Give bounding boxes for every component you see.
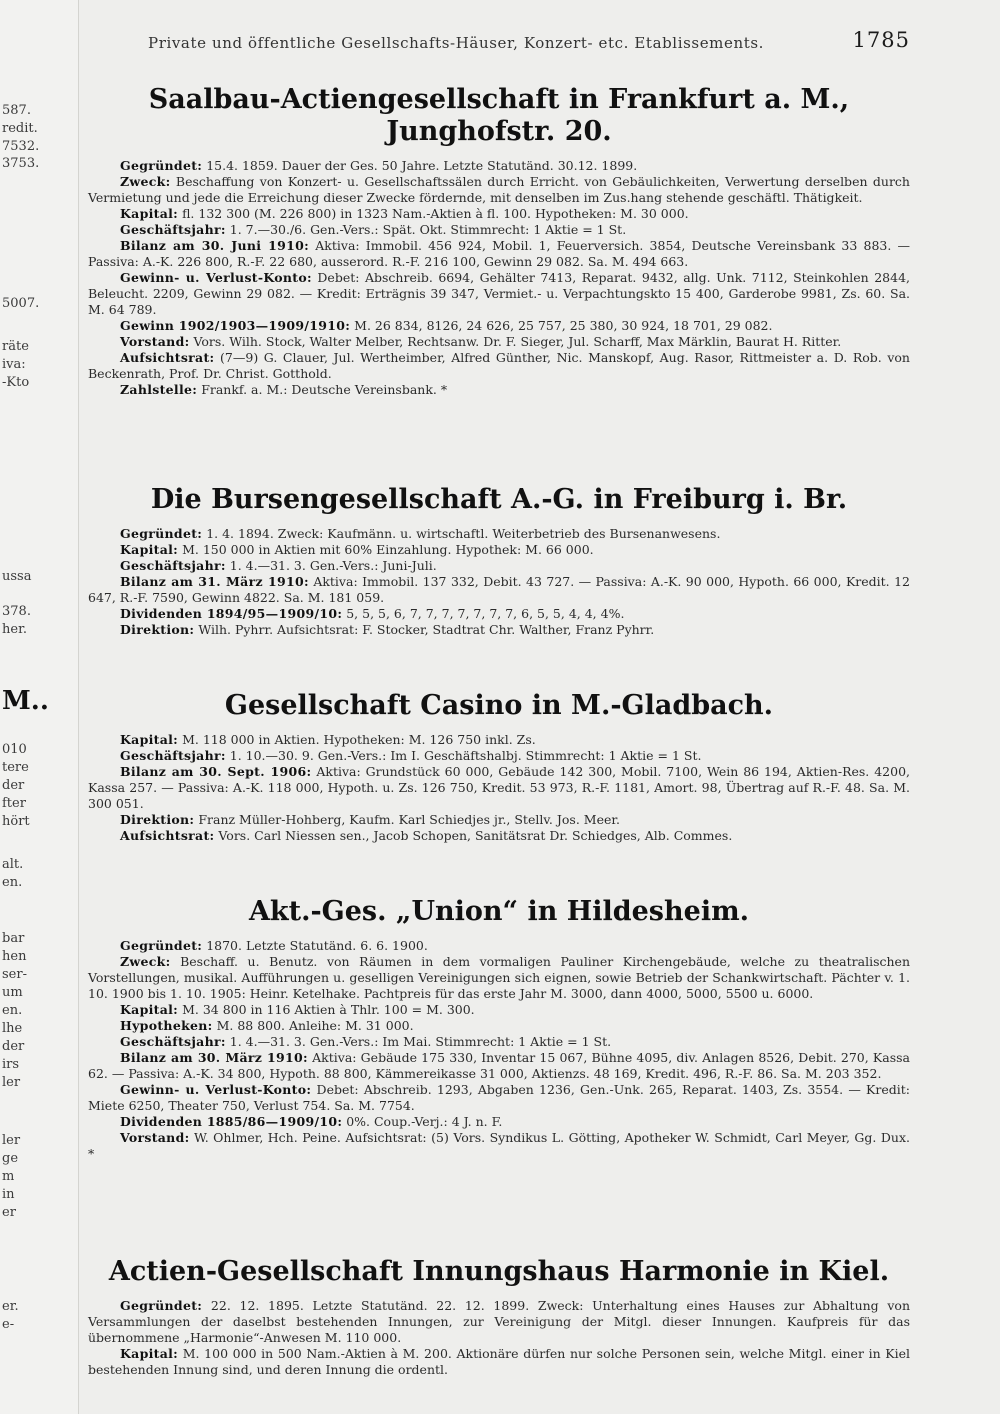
entry-paragraph — [88, 318, 910, 334]
entry-field-key: Hypotheken: — [120, 1018, 213, 1033]
entry-field-text: 0%. Coup.-Verj.: 4 J. n. F. — [346, 1114, 503, 1129]
entry-paragraph — [88, 574, 910, 606]
page-number: 1785 — [852, 28, 910, 52]
entry-paragraph — [88, 622, 910, 638]
margin-fragment: räte — [2, 339, 29, 354]
entry-field-key: Direktion: — [120, 812, 195, 827]
entry-field-key: Bilanz am 31. März 1910: — [120, 574, 309, 589]
company-entry-bursengesellschaft-freiburg — [88, 484, 910, 638]
entry-field-key: Aufsichtsrat: — [120, 828, 215, 843]
entry-paragraph — [88, 222, 910, 238]
margin-fragment: ler — [2, 1075, 21, 1090]
entry-field-text: 15.4. 1859. Dauer der Ges. 50 Jahre. Letzte Statutänd. 30.12. 1899. — [206, 158, 638, 173]
entry-field-key: Aufsichtsrat: — [120, 350, 215, 365]
entry-field-key: Direktion: — [120, 622, 195, 637]
entry-title: Saalbau-Actiengesellschaft in Frankfurt a. M., Junghofstr. 20. — [148, 84, 850, 147]
company-entry-saalbau-frankfurt — [88, 84, 910, 398]
entry-field-key: Kapital: — [120, 732, 179, 747]
margin-fragment: 378. — [2, 604, 31, 619]
entry-paragraph — [88, 764, 910, 812]
margin-fragment: alt. — [2, 857, 24, 872]
entry-paragraph — [88, 158, 910, 174]
margin-fragment: ge — [2, 1151, 19, 1166]
entry-title: Actien-Gesellschaft Innungshaus Harmonie in Kiel. — [108, 1256, 890, 1287]
entry-field-key: Gewinn 1902/1903—1909/1910: — [120, 318, 351, 333]
margin-fragment: iva: — [2, 357, 26, 372]
margin-fragment: irs — [2, 1057, 20, 1072]
margin-fragment: e- — [2, 1317, 15, 1332]
margin-fragment: ler — [2, 1133, 21, 1148]
entry-field-key: Zweck: — [120, 954, 171, 969]
entry-field-key: Geschäftsjahr: — [120, 222, 226, 237]
entry-field-key: Gegründet: — [120, 1298, 203, 1313]
margin-fragment: 587. — [2, 103, 31, 118]
margin-fragment: er. — [2, 1299, 19, 1314]
entry-field-text: M. 88 800. Anleihe: M. 31 000. — [216, 1018, 414, 1033]
margin-fragment: in — [2, 1187, 15, 1202]
margin-fragment: hört — [2, 814, 30, 829]
entry-field-text: 5, 5, 5, 6, 7, 7, 7, 7, 7, 7, 7, 6, 5, 5, 4, 4, 4%. — [346, 606, 625, 621]
entry-field-key: Kapital: — [120, 1002, 179, 1017]
margin-fragment: bar — [2, 931, 25, 946]
entry-paragraph — [88, 1018, 910, 1034]
entry-paragraph — [88, 1082, 910, 1114]
entry-field-key: Gewinn- u. Verlust-Konto: — [120, 270, 312, 285]
margin-fragment: 3753. — [2, 156, 40, 171]
entry-field-text: Debet: Abschreib. 6694, Gehälter 7413, Reparat. 9432, allg. Unk. 7112, Steinkohlen 2844, Beleucht. 2209, Gewinn 29 082. — Kredit: Erträgnis 39 347, Vermiet.- u. Verpachtungskto 15 400, Garderobe 9981, Zs. 60. Sa. M. 64 789. — [88, 270, 910, 317]
entry-field-text: W. Ohlmer, Hch. Peine. Aufsichtsrat: (5) Vors. Syndikus L. Götting, Apotheker W. Schmidt, Carl Meyer, Gg. Dux. * — [88, 1130, 910, 1161]
margin-fragment: tere — [2, 760, 29, 775]
entry-field-text: Franz Müller-Hohberg, Kaufm. Karl Schiedjes jr., Stellv. Jos. Meer. — [198, 812, 620, 827]
entry-field-text: (7—9) G. Clauer, Jul. Wertheimber, Alfred Günther, Nic. Manskopf, Aug. Rasor, Rittmeister a. D. Rob. von Beckenrath, Prof. Dr. Christ. Gotthold. — [88, 350, 910, 381]
entry-field-text: Aktiva: Immobil. 456 924, Mobil. 1, Feuerversich. 3854, Deutsche Vereinsbank 33 883. — Passiva: A.-K. 226 800, R.-F. 22 680, ausserord. R.-F. 216 100, Gewinn 29 082. Sa. M. 494 663. — [88, 238, 910, 269]
margin-fragment: um — [2, 985, 23, 1000]
entry-field-text: 1. 4. 1894. Zweck: Kaufmänn. u. wirtschaftl. Weiterbetrieb des Bursenanwesens. — [206, 526, 721, 541]
entry-field-key: Zahlstelle: — [120, 382, 198, 397]
entry-paragraph — [88, 1034, 910, 1050]
entry-field-text: 1. 4.—31. 3. Gen.-Vers.: Juni-Juli. — [229, 558, 437, 573]
entry-paragraph — [88, 1002, 910, 1018]
entry-field-text: M. 118 000 in Aktien. Hypotheken: M. 126 750 inkl. Zs. — [182, 732, 536, 747]
page-content — [88, 0, 910, 1414]
entry-field-text: 1. 10.—30. 9. Gen.-Vers.: Im I. Geschäftshalbj. Stimmrecht: 1 Aktie = 1 St. — [229, 748, 702, 763]
entry-field-text: 1870. Letzte Statutänd. 6. 6. 1900. — [206, 938, 428, 953]
margin-fragment: fter — [2, 796, 26, 811]
entry-paragraph — [88, 938, 910, 954]
entry-field-key: Geschäftsjahr: — [120, 748, 226, 763]
company-entry-harmonie-kiel — [88, 1256, 910, 1378]
entry-paragraph — [88, 350, 910, 382]
entry-field-text: 1. 7.—30./6. Gen.-Vers.: Spät. Okt. Stimmrecht: 1 Aktie = 1 St. — [229, 222, 627, 237]
entry-field-key: Zweck: — [120, 174, 171, 189]
entry-field-text: M. 100 000 in 500 Nam.-Aktien à M. 200. Aktionäre dürfen nur solche Personen sein, welche Mitgl. einer in Kiel bestehenden Innung sind, und deren Innung die ordentl. — [88, 1346, 910, 1377]
entry-paragraph — [88, 1050, 910, 1082]
entry-paragraph — [88, 732, 910, 748]
entry-field-key: Dividenden 1885/86—1909/10: — [120, 1114, 343, 1129]
entry-field-text: Vors. Carl Niessen sen., Jacob Schopen, Sanitätsrat Dr. Schiedges, Alb. Commes. — [218, 828, 733, 843]
entry-paragraph — [88, 238, 910, 270]
entry-field-text: Frankf. a. M.: Deutsche Vereinsbank. * — [201, 382, 448, 397]
margin-fragment: en. — [2, 1003, 23, 1018]
company-entry-casino-gladbach — [88, 690, 910, 844]
entry-field-key: Kapital: — [120, 1346, 179, 1361]
entry-field-key: Gegründet: — [120, 158, 203, 173]
entry-field-text: Wilh. Pyhrr. Aufsichtsrat: F. Stocker, Stadtrat Chr. Walther, Franz Pyhrr. — [198, 622, 655, 637]
entry-field-text: Aktiva: Immobil. 137 332, Debit. 43 727. — Passiva: A.-K. 90 000, Hypoth. 66 000, Kredit. 12 647, R.-F. 7590, Gewinn 4822. Sa. M. 181 059. — [88, 574, 910, 605]
entry-field-text: Beschaff. u. Benutz. von Räumen in dem vormaligen Pauliner Kirchengebäude, welche zu theatralischen Vorstellungen, musikal. Aufführungen u. geselligen Vereinigungen sich eignen, sowie Betrieb der Schankwirtschaft. Pächter v. 1. 10. 1900 bis 1. 10. 1905: Heinr. Ketelhake. Pachtpreis für das erste Jahr M. 3000, dann 4000, 5000, 5500 u. 6000. — [88, 954, 910, 1001]
entry-paragraph — [88, 382, 910, 398]
entry-field-text: Beschaffung von Konzert- u. Gesellschaftssälen durch Erricht. von Gebäulichkeiten, Verwertung derselben durch Vermietung und jede die Erreichung dieser Zwecke fördernde, mit denselben im Zus.hang stehende geschäftl. Thätigkeit. — [88, 174, 910, 205]
entry-field-key: Gegründet: — [120, 938, 203, 953]
margin-fragment: ussa — [2, 569, 32, 584]
margin-fragment: hen — [2, 949, 27, 964]
entry-field-text: fl. 132 300 (M. 226 800) in 1323 Nam.-Aktien à fl. 100. Hypotheken: M. 30 000. — [182, 206, 689, 221]
margin-fragment: 5007. — [2, 296, 40, 311]
margin-fragment: lhe — [2, 1021, 23, 1036]
entry-paragraph — [88, 1114, 910, 1130]
margin-fragment: M.. — [2, 686, 49, 716]
margin-fragment: der — [2, 1039, 25, 1054]
entry-field-key: Gegründet: — [120, 526, 203, 541]
entry-paragraph — [88, 1130, 910, 1162]
margin-fragment: redit. — [2, 121, 38, 136]
entry-field-key: Vorstand: — [120, 1130, 190, 1145]
entry-title: Gesellschaft Casino in M.-Gladbach. — [224, 690, 774, 721]
entry-paragraph — [88, 828, 910, 844]
margin-fragment: der — [2, 778, 25, 793]
entry-paragraph — [88, 1346, 910, 1378]
entry-field-text: Debet: Abschreib. 1293, Abgaben 1236, Gen.-Unk. 265, Reparat. 1403, Zs. 3554. — Kredit: Miete 6250, Theater 750, Verlust 754. Sa. M. 7754. — [88, 1082, 910, 1113]
entry-field-key: Dividenden 1894/95—1909/10: — [120, 606, 343, 621]
entry-title: Akt.-Ges. „Union“ in Hildesheim. — [248, 896, 750, 927]
margin-fragment: -Kto — [2, 375, 30, 390]
entry-paragraph — [88, 1298, 910, 1346]
entry-title: Die Bursengesellschaft A.-G. in Freiburg i. Br. — [150, 484, 848, 515]
margin-fragment: her. — [2, 622, 27, 637]
entry-field-key: Geschäftsjahr: — [120, 558, 226, 573]
entry-field-text: M. 26 834, 8126, 24 626, 25 757, 25 380, 30 924, 18 701, 29 082. — [354, 318, 773, 333]
entry-field-key: Gewinn- u. Verlust-Konto: — [120, 1082, 312, 1097]
entry-field-key: Geschäftsjahr: — [120, 1034, 226, 1049]
entry-field-text: M. 34 800 in 116 Aktien à Thlr. 100 = M. 300. — [182, 1002, 475, 1017]
entry-field-key: Kapital: — [120, 206, 179, 221]
entry-paragraph — [88, 206, 910, 222]
margin-fragment: ser- — [2, 967, 27, 982]
margin-fragment: en. — [2, 875, 23, 890]
entry-field-text: 22. 12. 1895. Letzte Statutänd. 22. 12. 1899. Zweck: Unterhaltung eines Hauses zur Abhaltung von Versammlungen der daselbst bestehenden Innungen, zur Vereinigung der Mitgl. dieser Innungen. Kaufpreis für das übernommene „Harmonie“-Anwesen M. 110 000. — [88, 1298, 910, 1345]
entry-field-key: Kapital: — [120, 542, 179, 557]
margin-fragment: m — [2, 1169, 15, 1184]
entry-paragraph — [88, 334, 910, 350]
entry-field-text: 1. 4.—31. 3. Gen.-Vers.: Im Mai. Stimmrecht: 1 Aktie = 1 St. — [229, 1034, 612, 1049]
entry-field-key: Vorstand: — [120, 334, 190, 349]
entry-paragraph — [88, 174, 910, 206]
margin-fragment: 7532. — [2, 139, 40, 154]
entry-field-text: M. 150 000 in Aktien mit 60% Einzahlung. Hypothek: M. 66 000. — [182, 542, 594, 557]
entry-field-key: Bilanz am 30. Sept. 1906: — [120, 764, 312, 779]
running-header: Private und öffentliche Gesellschafts-Häuser, Konzert- etc. Etablissements. — [148, 34, 765, 52]
entry-paragraph — [88, 606, 910, 622]
entry-field-text: Vors. Wilh. Stock, Walter Melber, Rechtsanw. Dr. F. Sieger, Jul. Scharff, Max Märklin, Baurat H. Ritter. — [193, 334, 842, 349]
entry-paragraph — [88, 270, 910, 318]
company-entry-union-hildesheim — [88, 896, 910, 1162]
margin-fragment: er — [2, 1205, 16, 1220]
entry-paragraph — [88, 542, 910, 558]
entry-field-text: Aktiva: Gebäude 175 330, Inventar 15 067, Bühne 4095, div. Anlagen 8526, Debit. 270, Kassa 62. — Passiva: A.-K. 34 800, Hypoth. 88 800, Kämmereikasse 31 000, Aktienzs. 48 169, Kredit. 496, R.-F. 86. Sa. M. 203 352. — [88, 1050, 910, 1081]
entry-paragraph — [88, 812, 910, 828]
entry-paragraph — [88, 526, 910, 542]
entry-paragraph — [88, 558, 910, 574]
entry-field-text: Aktiva: Grundstück 60 000, Gebäude 142 300, Mobil. 7100, Wein 86 194, Aktien-Res. 4200, Kassa 257. — Passiva: A.-K. 118 000, Hypoth. u. Zs. 126 750, Kredit. 53 973, R.-F. 1181, Amort. 98, Übertrag auf R.-F. 48. Sa. M. 300 051. — [88, 764, 910, 811]
entry-field-key: Bilanz am 30. Juni 1910: — [120, 238, 310, 253]
entry-field-key: Bilanz am 30. März 1910: — [120, 1050, 308, 1065]
previous-page-margin — [0, 0, 79, 1414]
margin-fragment: 010 — [2, 742, 27, 757]
entry-paragraph — [88, 748, 910, 764]
entry-paragraph — [88, 954, 910, 1002]
